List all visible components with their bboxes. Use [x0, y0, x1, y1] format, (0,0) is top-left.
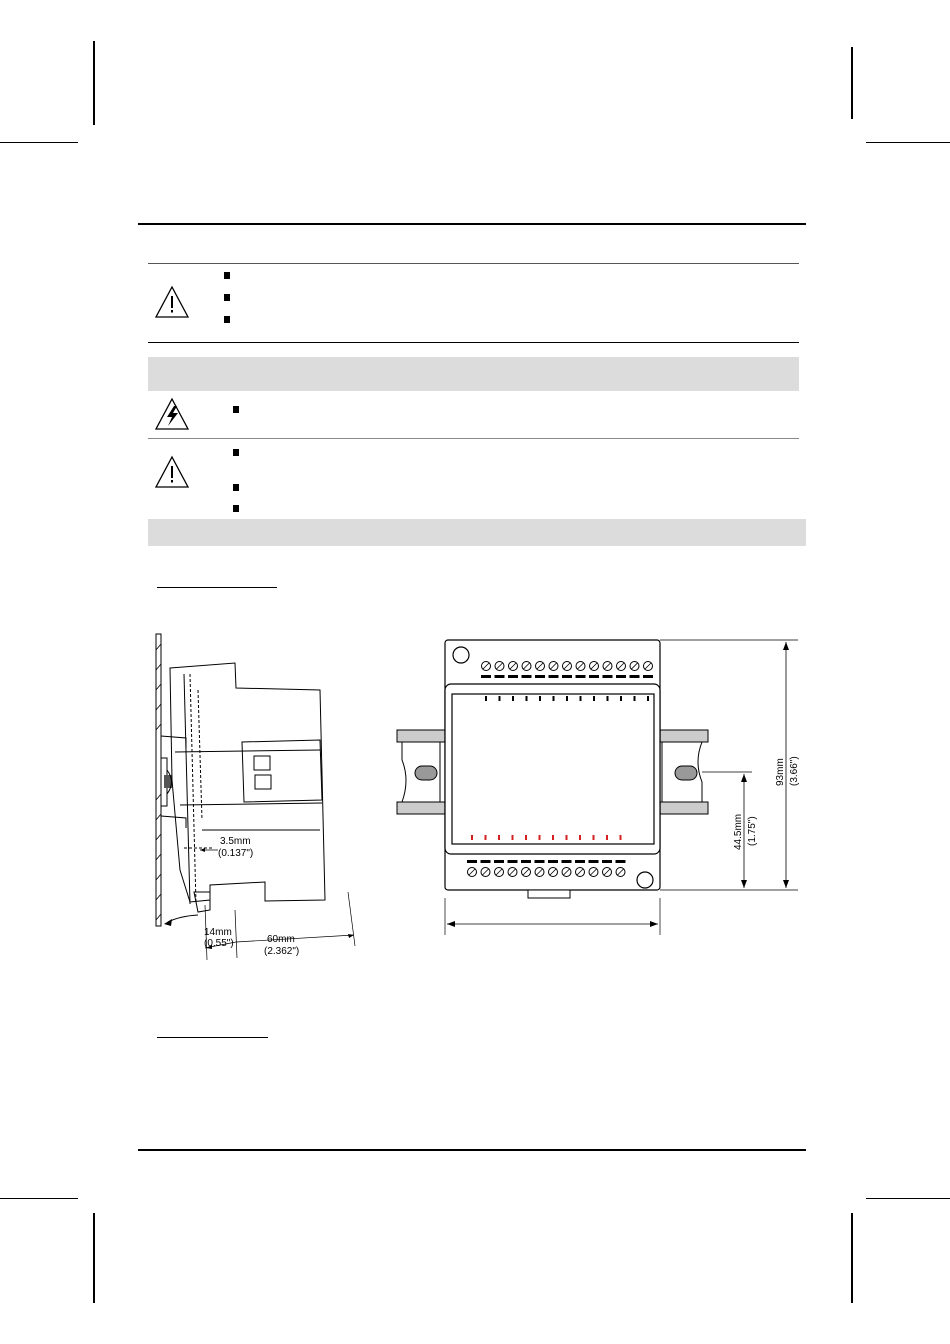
- caution-top-line: [148, 263, 799, 264]
- header-rule: [138, 223, 806, 225]
- mounting-panel: [156, 634, 161, 926]
- crop-mark: [851, 47, 853, 119]
- led-indicator: [593, 696, 595, 701]
- led-indicator: [525, 835, 527, 840]
- section-heading-underline: [157, 1037, 268, 1038]
- led-indicator: [606, 835, 608, 840]
- led-indicator: [634, 696, 636, 701]
- led-indicator: [485, 835, 487, 840]
- bullet: [233, 505, 239, 512]
- led-indicator: [526, 696, 528, 701]
- dim-height: 93mm: [775, 758, 786, 786]
- caution-bottom-line: [148, 342, 799, 343]
- dim-depth-b: 60mm: [267, 934, 295, 945]
- led-indicator: [471, 835, 473, 840]
- crop-mark: [0, 142, 78, 143]
- dim-depth-b-in: (2.362"): [264, 946, 300, 957]
- crop-mark: [851, 1213, 853, 1303]
- crop-mark: [0, 1198, 78, 1199]
- dim-rail-center-in: (1.75"): [747, 816, 758, 846]
- section-heading-underline: [157, 587, 277, 588]
- crop-mark: [93, 1213, 95, 1303]
- bullet: [224, 316, 230, 323]
- bullet: [233, 449, 239, 456]
- dim-depth-a: 14mm: [204, 927, 232, 938]
- din-rail-right: [660, 730, 708, 742]
- led-indicator: [512, 696, 514, 701]
- led-indicator: [539, 696, 541, 701]
- led-indicator: [512, 835, 514, 840]
- led-indicator: [580, 696, 582, 701]
- side-view-drawing: [150, 630, 365, 965]
- led-indicator: [485, 696, 487, 701]
- dim-rail-center: 44.5mm: [733, 813, 744, 850]
- led-indicator: [499, 696, 501, 701]
- warning-triangle-icon: [154, 455, 190, 494]
- led-indicator: [620, 835, 622, 840]
- dim-clearance-in: (0.137"): [218, 848, 254, 859]
- led-indicator: [552, 835, 554, 840]
- din-rail-left: [397, 730, 445, 742]
- led-indicator: [566, 835, 568, 840]
- dim-depth-a-in: (0.55"): [204, 938, 234, 949]
- warning-triangle-icon: [154, 285, 190, 324]
- footer-rule: [138, 1149, 806, 1151]
- divider-line: [148, 438, 799, 439]
- led-indicator: [566, 696, 568, 701]
- led-indicator: [620, 696, 622, 701]
- bullet: [224, 272, 230, 279]
- led-indicator: [498, 835, 500, 840]
- led-indicator: [539, 835, 541, 840]
- shaded-band: [148, 357, 799, 391]
- led-indicator: [607, 696, 609, 701]
- led-indicator: [579, 835, 581, 840]
- front-view-drawing: [390, 630, 810, 940]
- crop-mark: [866, 1198, 950, 1199]
- shaded-band: [148, 519, 806, 546]
- led-indicator: [553, 696, 555, 701]
- bullet: [233, 406, 239, 413]
- crop-mark: [93, 41, 95, 125]
- high-voltage-icon: [154, 397, 190, 436]
- bullet: [224, 294, 230, 301]
- display-window: [452, 694, 654, 844]
- led-indicator: [593, 835, 595, 840]
- led-indicator: [647, 696, 649, 701]
- dim-clearance: 3.5mm: [220, 836, 251, 847]
- bullet: [233, 484, 239, 491]
- crop-mark: [866, 142, 950, 143]
- module-body: [170, 663, 325, 902]
- dim-height-in: (3.66"): [789, 756, 800, 786]
